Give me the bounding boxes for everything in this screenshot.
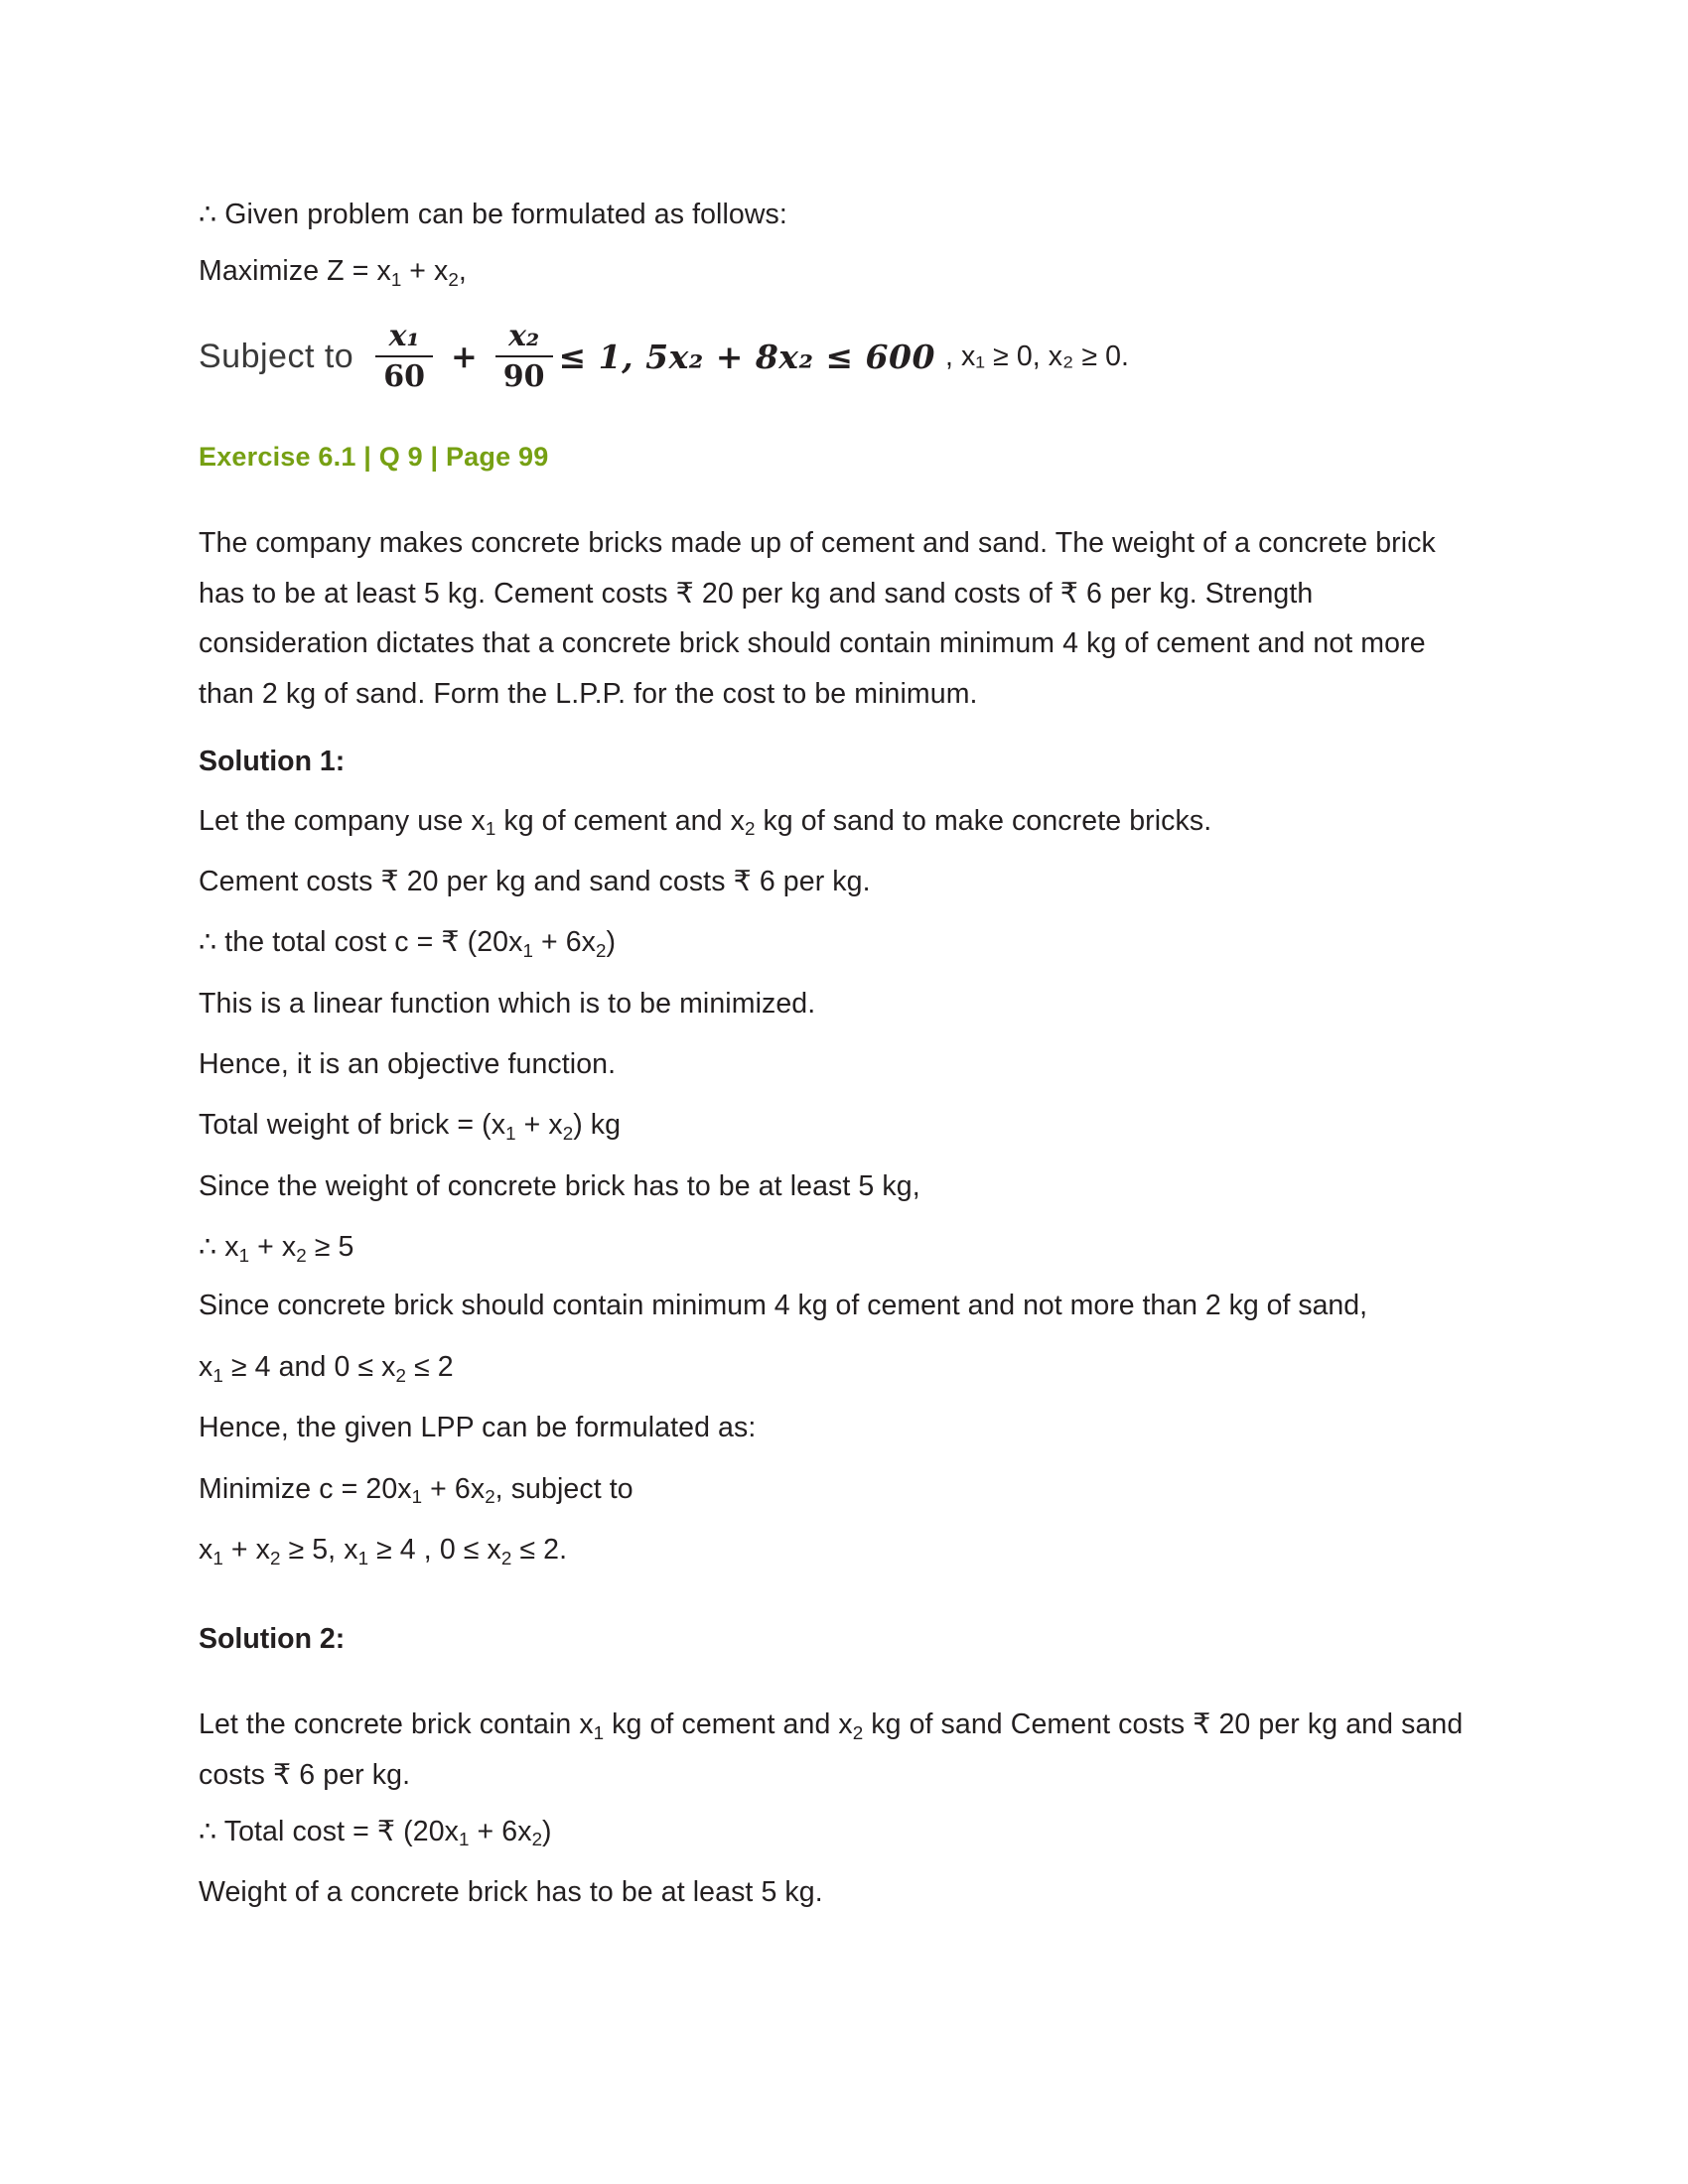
solution-1-line: Minimize $c = 20x_1 + 6x_2$, subject to [199, 1472, 633, 1508]
fraction-denominator: 60 [375, 355, 433, 394]
formula-relation: ≤ 1, 5x₂ + 8x₂ ≤ 600 [558, 337, 935, 376]
solution-1-heading: Solution 1: [199, 745, 346, 777]
fraction-x1-over-60 [375, 320, 433, 394]
intro-line-1: ∴ Given problem can be formulated as follows: [199, 199, 787, 230]
formula-tail: , x₁ ≥ 0, x₂ ≥ 0. [944, 340, 1130, 372]
intro-line-2: Maximize $Z = x_1 + x_2$, [199, 255, 467, 290]
solution-1-line: Hence, it is an objective function. [199, 1047, 617, 1080]
solution-2-line: Let the concrete brick contain $x_1$ kg of cement and $x_2$ kg of sand Cement costs ₹ 20 per kg and sand costs ₹ 6 per kg. [199, 1708, 1464, 1792]
formula-label: Subject to [199, 337, 354, 375]
plus-operator: + [450, 338, 478, 376]
solution-2-heading: Solution 2: [199, 1623, 346, 1656]
solution-1-line: Since the weight of concrete brick has to be at least 5 kg, [199, 1169, 920, 1202]
fraction-x2-over-90 [495, 320, 553, 394]
fraction-denominator: 90 [495, 355, 553, 394]
solution-1-line: ∴ $x_1 + x_2 \ge 5$ [199, 1230, 354, 1266]
solution-2-line: ∴ Total cost = ₹ $(20x_1 + 6x_2)$ [199, 1815, 552, 1850]
exercise-heading: Exercise 6.1 | Q 9 | Page 99 [199, 441, 549, 472]
solution-1-line: $x_1 \ge 4$ and $0 \le x_2 \le 2$ [199, 1351, 454, 1386]
solution-1-line: This is a linear function which is to be minimized. [199, 987, 816, 1020]
fraction-numerator: x₁ [388, 318, 420, 353]
formula-subject-to [199, 320, 1475, 394]
solution-1-line: Since concrete brick should contain minimum 4 kg of cement and not more than 2 kg of sand, [199, 1290, 1368, 1322]
question-text: The company makes concrete bricks made up of cement and sand. The weight of a concrete brick has to be at least 5 kg. Cement costs ₹ 20 per kg and sand costs of ₹ 6 per kg. Strength consideration dictates that a concrete brick should contain minimum 4 kg of cement and not more than 2 kg of sand. Form the L.P.P. for the cost to be minimum. [199, 526, 1436, 710]
solution-1-line: Total weight of brick = $(x_1 + x_2)$ kg [199, 1109, 622, 1144]
solution-1-line: ∴ the total cost c = ₹ $(20x_1 + 6x_2)$ [199, 926, 617, 961]
solution-2-line: Weight of a concrete brick has to be at least 5 kg. [199, 1876, 823, 1909]
solution-1-line: $x_1 + x_2 \ge 5$, $x_1 \ge 4$ , $0 \le x_2 \le 2$. [199, 1534, 568, 1569]
solution-1-line: Hence, the given LPP can be formulated as: [199, 1412, 757, 1444]
solution-1-line: Let the company use $x_1$ kg of cement and $x_2$ kg of sand to make concrete bricks. [199, 804, 1212, 840]
fraction-numerator: x₂ [508, 318, 540, 353]
solution-1-line: Cement costs ₹ 20 per kg and sand costs ₹ 6 per kg. [199, 866, 871, 897]
